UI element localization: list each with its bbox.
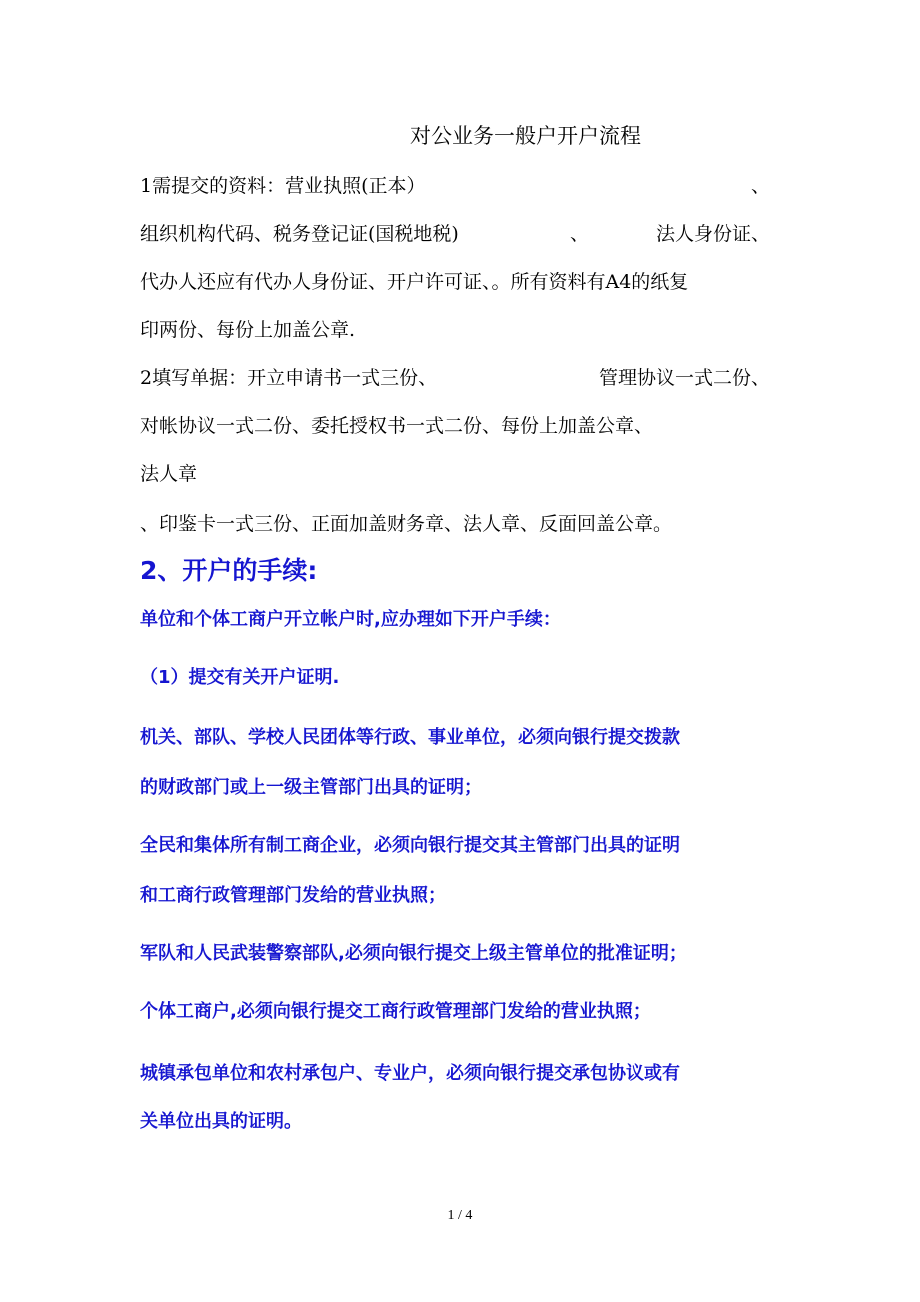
section1-line3: 代办人还应有代办人身份证、开户许可证、。所有资料有A4的纸复: [140, 271, 689, 293]
section2-line2: 对帐协议一式二份、委托授权书一式二份、每份上加盖公章、: [140, 415, 654, 437]
document-title: 对公业务一般户开户流程: [410, 124, 641, 148]
section2-line1: [140, 366, 770, 390]
blue-line-4: 的财政部门或上一级主管部门出具的证明；: [140, 777, 482, 798]
blue-line-6: 和工商行政管理部门发给的营业执照；: [140, 885, 446, 906]
section1-line1: [140, 174, 770, 198]
section2-line4: 、印鉴卡一式三份、正面加盖财务章、法人章、反面回盖公章。: [140, 513, 673, 535]
section2-line1-right: 管理协议一式二份、: [598, 367, 770, 389]
blue-line-5: 全民和集体所有制工商企业，必须向银行提交其主管部门出具的证明: [140, 835, 680, 856]
blue-line-9: 城镇承包单位和农村承包户、专业户，必须向银行提交承包协议或有: [140, 1063, 680, 1084]
section1-line2-b: 、: [570, 223, 590, 245]
section1-line1-left: 1需提交的资料：营业执照(正本）: [140, 175, 426, 197]
section2-line1-left: 2填写单据：开立申请书一式三份、: [140, 367, 438, 389]
blue-line-10: 关单位出具的证明。: [140, 1111, 302, 1132]
blue-line-3: 机关、部队、学校人民团体等行政、事业单位，必须向银行提交拨款: [140, 727, 680, 748]
section2-line3: 法人章: [140, 463, 198, 485]
section1-line2-c: 法人身份证、: [655, 223, 770, 245]
section1-line2-a: 组织机构代码、税务登记证(国税地税): [140, 223, 459, 245]
section1-line2: [140, 222, 770, 246]
blue-line-8: 个体工商户,必须向银行提交工商行政管理部门发给的营业执照；: [140, 1001, 651, 1022]
page-number: 1 / 4: [447, 1208, 473, 1223]
blue-line-1: 单位和个体工商户开立帐户时,应办理如下开户手续：: [140, 609, 561, 630]
section1-line1-right: 、: [750, 175, 770, 197]
section-heading: 2、开户的手续:: [140, 556, 318, 585]
blue-line-7: 军队和人民武装警察部队,必须向银行提交上级主管单位的批准证明；: [140, 943, 687, 964]
blue-line-2: （1）提交有关开户证明.: [140, 667, 340, 688]
section1-line4: 印两份、每份上加盖公章.: [140, 319, 356, 341]
